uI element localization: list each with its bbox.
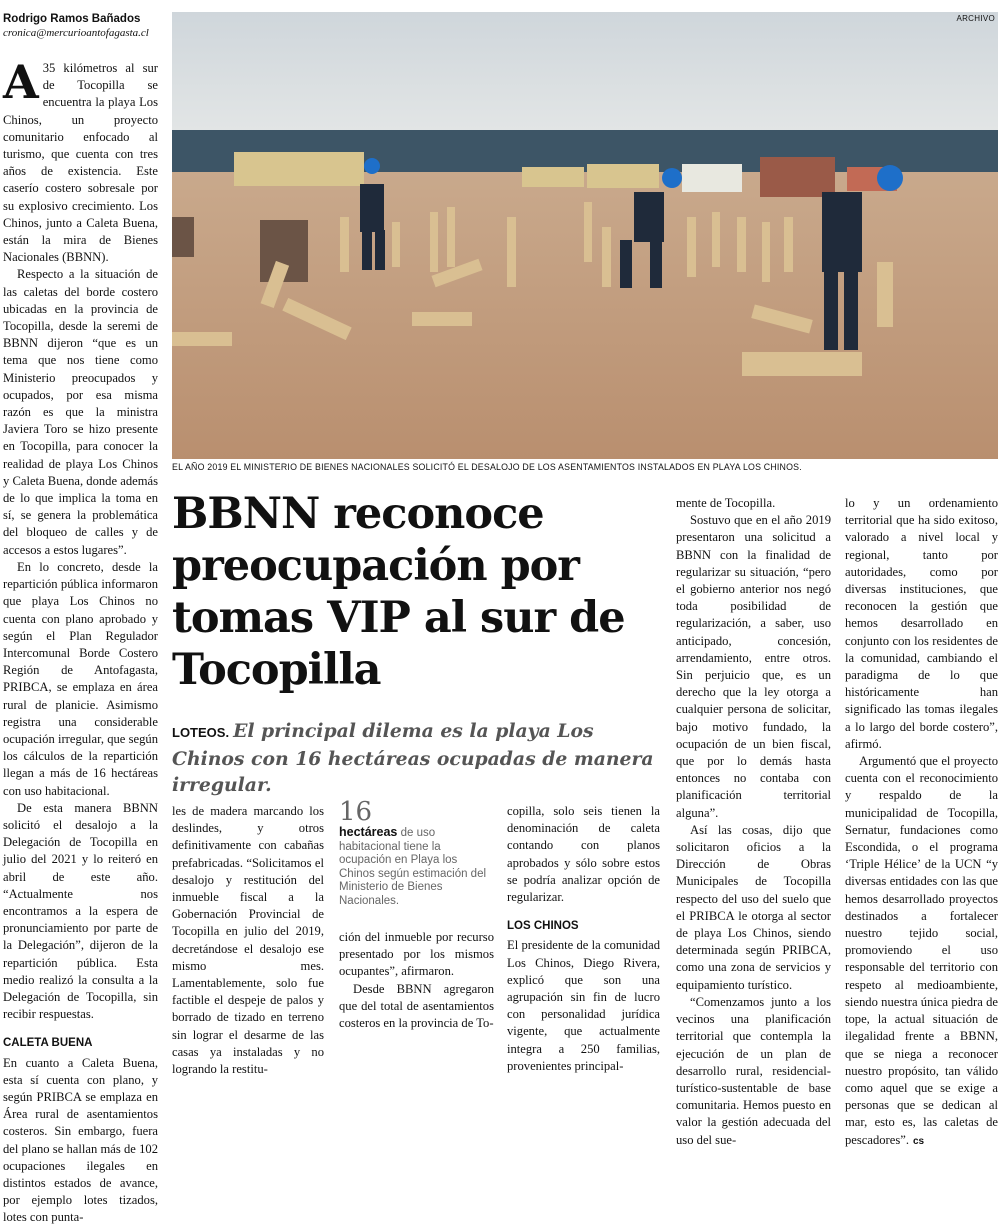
drop-cap: A (3, 55, 39, 109)
stat-text: hectáreas de uso habitacional tiene la ocupación en Playa los Chinos según estimación del Ministerio de Bienes Nacionales. (339, 825, 487, 907)
subtitle-text: El principal dilema es la playa Los Chinos con 16 hectáreas ocupadas de manera irregular. (172, 720, 654, 796)
subtitle-kicker: LOTEOS. (172, 725, 230, 740)
paragraph: En cuanto a Caleta Buena, esta sí cuenta con plano, y según PRIBCA se emplaza en Área rural de asentamientos costeros. Sin embargo, fuera del plano se hallan más de 102 ocupaciones ilegales en distintos estados de avance, por ejemplo lotes tizados, lotes con punta- (3, 1055, 158, 1225)
paragraph: Desde BBNN agregaron que del total de asentamientos costeros en la provincia de To- (339, 981, 494, 1031)
photo-caption: EL AÑO 2019 EL MINISTERIO DE BIENES NACIONALES SOLICITÓ EL DESALOJO DE LOS ASENTAMIENTOS INSTALADOS EN PLAYA LOS CHINOS. (172, 462, 802, 472)
end-mark: cs (912, 1135, 925, 1147)
paragraph: copilla, solo seis tienen la denominación de caleta contando con planos aprobados y sólo sobre estos se podría analizar opción de regularizar. (507, 804, 660, 905)
paragraph: les de madera marcando los deslindes, y otros definitivamente con cabañas prefabricadas. “Solicitamos el desalojo y restitución del inmueble fiscal a la Gobernación Provincial de Tocopilla en julio del 2019, decretándose el desalojo ese mismo mes. Lamentablemente, solo fue factible el despeje de palos y borrado de tizado en terreno sin lograr el desarme de las casas ya instaladas y no logrando la restitu- (172, 804, 324, 1077)
news-photo (172, 12, 998, 459)
paragraph: “Comenzamos junto a los vecinos una planificación territorial que contempla la ejecución de un plan de desarrollo rural, residencial-turístico-sustentable de base comunitaria. Hemos puesto en valor la gestión adecuada del uso del sue- (676, 994, 831, 1147)
lead-paragraph: A 35 kilómetros al sur de Tocopilla se encuentra la playa Los Chinos, un proyecto comunitario enfocado al turismo, que cuenta con tres años de existencia. Este caserío costero sobresale por su explosivo crecimiento. Los Chinos, junto a Caleta Buena, están la mira de Bienes Nacionales (BBNN). (3, 55, 158, 265)
article-column-5 (676, 495, 831, 1149)
byline (3, 12, 163, 40)
paragraph: De esta manera BBNN solicitó el desalojo a la Delegación de Tocopilla en julio del 2021 y lo reiteró en abril de este año. “Actualmente nos encontramos a la espera de pronunciamiento por parte de la Delegación”, dijeron de la repartición pública. Esta medio realizó la consulta a la Delegación de Tocopilla, sin recibir respuestas. (3, 800, 158, 1022)
paragraph: Así las cosas, dijo que solicitaron oficios a la Dirección de Obras Municipales de Tocopilla respecto del uso del suelo que el PRIBCA le otorga al sector de playa Los Chinos, siendo determinada según PRIBCA, como una zona de servicios y equipamiento turístico. (676, 822, 831, 992)
author-name: Rodrigo Ramos Bañados (3, 13, 141, 25)
article-column-2 (172, 803, 324, 1078)
paragraph: En lo concreto, desde la repartición pública informaron que playa Los Chinos no cuenta con plano aprobado y según el Plan Regulador Intercomunal Borde Costero Región de Antofagasta, PRIBCA, se emplaza en área rural de planicie. Asimismo registra una considerable ocupación irregular, que según los cálculos de la repartición llegan a más de 16 hectáreas con uso habitacional. (3, 559, 158, 798)
stat-number: 16 (339, 797, 373, 827)
article-column-3 (339, 929, 494, 1032)
beach-settlement-photo (172, 12, 998, 459)
paragraph: Respecto a la situación de las caletas del borde costero ubicadas en la provincia de Tocopilla, desde la seremi de BBNN dijeron “que es un tema que nos tiene como Ministerio preocupados y ocupados, por esa misma razón es que la ministra Javiera Toro se hizo presente en Tocopilla, para conocer la realidad de playa Los Chinos y Caleta Buena, donde además de lo que implica la toma en sí, se genera la problemática del bloqueo de calles y de accesos a estos lugares”. (3, 267, 158, 557)
stat-callout (339, 798, 491, 908)
paragraph: El presidente de la comunidad Los Chinos, Diego Rivera, explicó que son una agrupación sin fin de lucro con personalidad jurídica vigente, que actualmente integra a 250 familias, provenientes principal- (507, 938, 660, 1073)
subtitle (172, 718, 662, 798)
subheading-caleta-buena: CALETA BUENA (3, 1037, 93, 1050)
subheading-los-chinos: LOS CHINOS (507, 920, 579, 933)
paragraph: ción del inmueble por recurso presentado por los mismos ocupantes”, afirmaron. (339, 930, 494, 979)
paragraph: mente de Tocopilla. (676, 496, 776, 510)
photo-credit: ARCHIVO (956, 14, 995, 23)
article-column-1 (3, 55, 158, 1227)
headline: BBNN reconoce preocupación por tomas VIP al sur de Tocopilla (172, 489, 625, 695)
paragraph: lo y un ordenamiento territorial que ha sido exitoso, valorado a nivel local y regional, tanto por autoridades, como por diversas instituciones, que reconocen la gestión que hemos desarrollado en conjunto con los residentes de la comunidad, cambiando el paradigma de lo que históricamente han significado las tomas ilegales a lo largo del borde costero”, afirmó. (845, 496, 998, 751)
paragraph: Argumentó que el proyecto cuenta con el reconocimiento y respaldo de la municipalidad de Tocopilla, Sernatur, fundaciones como Escondida, o el programa ‘Triple Hélice’ de la UCN “y diversas entidades con las que hemos desarrollado proyectos destinados a fortalecer nuestro tejido social, promoviendo el uso responsable del territorio con respeto al medioambiente, siendo nuestra única piedra de tope, la actual situación de ilegalidad frente a BBNN, que se niega a reconocer nuestro propósito, tan válido como aquel que se exige a personas que se dedican al mar, esto es, las caletas de pescadores”. cs (845, 754, 998, 1147)
paragraph: Sostuvo que en el año 2019 presentaron una solicitud a BBNN con la finalidad de regularizar su situación, “pero el gobierno anterior nos negó toda posibilidad de regularización, a saber, uso anticipado, concesión, arrendamiento, entre otros. Sin perjuicio que, es un derecho que la ley otorga a cualquier persona de solicitar, bajo motivo fundado, la ocupación de un bien fiscal, que por lo demás hasta entonces no contaba con planificación territorial alguna”. (676, 513, 831, 820)
author-email: cronica@mercurioantofagasta.cl (3, 27, 149, 39)
article-column-4 (507, 803, 660, 1075)
stat-unit: hectáreas (339, 825, 398, 839)
article-column-6 (845, 495, 998, 1150)
